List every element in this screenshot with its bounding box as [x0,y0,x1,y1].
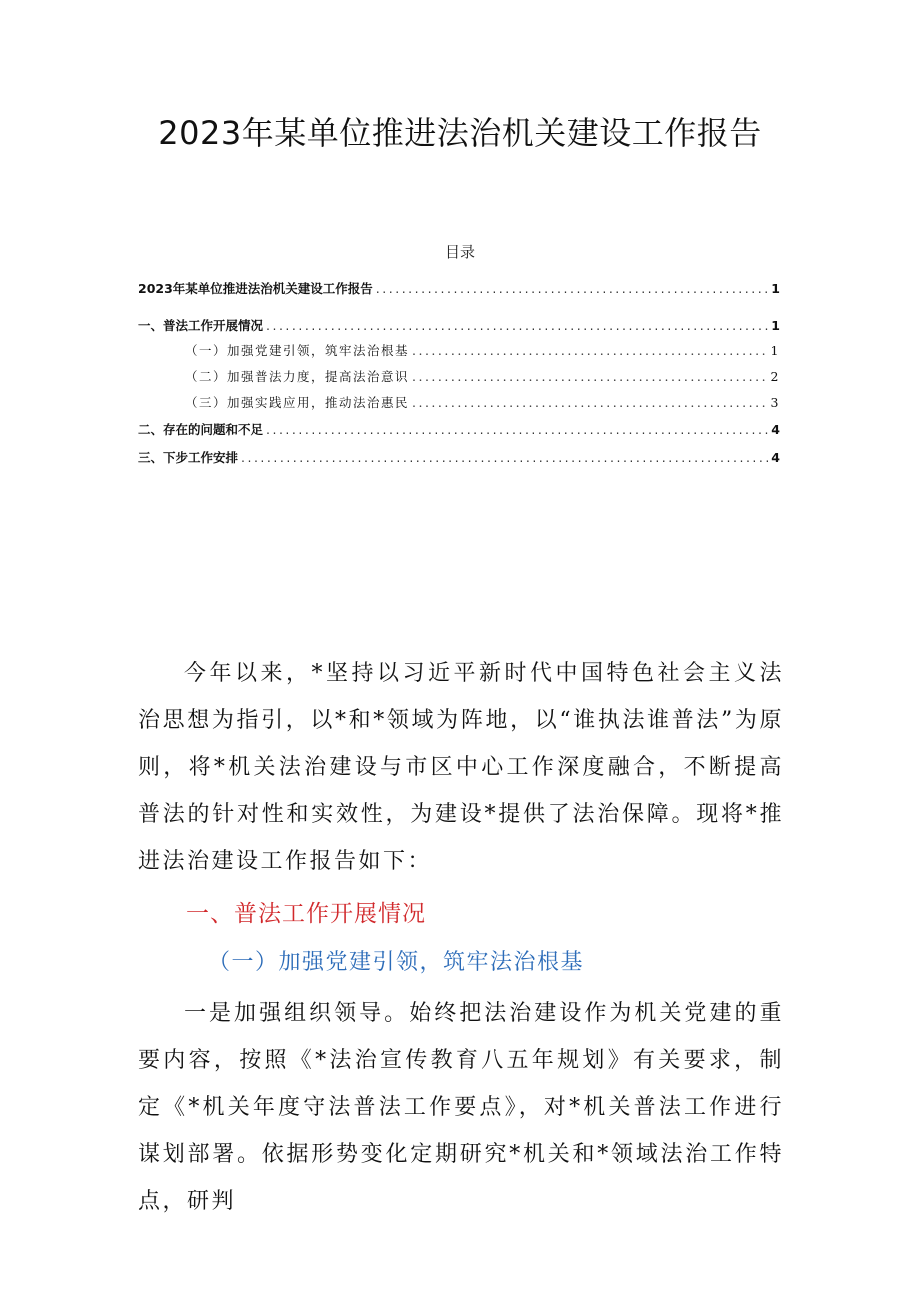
toc-dot-leader [412,368,768,386]
toc-page-number: 1 [771,281,780,296]
toc-entry-text: 2023年某单位推进法治机关建设工作报告 [138,281,373,296]
toc-entry[interactable] [138,449,780,467]
subsection-heading: （一）加强党建引领，筑牢法治根基 [208,950,585,975]
toc-page-number: 3 [770,395,780,410]
toc-entry-text: （三）加强实践应用，推动法治惠民 [185,395,410,410]
toc-dot-leader [376,280,769,298]
toc-entry-text: （一）加强党建引领，筑牢法治根基 [185,343,410,358]
toc-page-number: 1 [771,318,780,333]
toc-page-number: 2 [770,369,780,384]
toc-entry[interactable] [185,394,780,412]
toc-entry-text: 二、存在的问题和不足 [138,422,264,437]
toc-entry-text: 三、下步工作安排 [138,450,239,465]
toc-page-number: 4 [771,422,780,437]
toc-heading: 目录 [444,243,475,261]
toc-entry[interactable] [138,280,780,298]
toc-entry[interactable] [185,368,780,386]
toc-dot-leader [412,342,768,360]
section-heading: 一、普法工作开展情况 [186,901,426,927]
intro-paragraph: 今年以来，*坚持以习近平新时代中国特色社会主义法治思想为指引，以*和*领域为阵地，以“谁执法谁普法”为原则，将*机关法治建设与市区中心工作深度融合，不断提高普法的针对性和实效性，为建设*提供了法治保障。现将*推进法治建设工作报告如下： [138,661,784,874]
toc-entry[interactable] [185,342,780,360]
toc-dot-leader [241,449,768,467]
body-paragraph: 一是加强组织领导。始终把法治建设作为机关党建的重要内容，按照《*法治宣传教育八五年规划》有关要求，制定《*机关年度守法普法工作要点》，对*机关普法工作进行谋划部署。依据形势变化定期研究*机关和*领域法治工作特点，研判 [138,1001,784,1214]
document-title: 2023年某单位推进法治机关建设工作报告 [158,114,762,152]
toc-entry-text: （二）加强普法力度，提高法治意识 [185,369,410,384]
toc-dot-leader [266,317,768,335]
toc-page-number: 1 [770,343,780,358]
toc-entry[interactable] [138,421,780,439]
toc-dot-leader [412,394,768,412]
toc-page-number: 4 [771,450,780,465]
toc-entry-text: 一、普法工作开展情况 [138,318,264,333]
toc-dot-leader [266,421,768,439]
toc-entry[interactable] [138,317,780,335]
